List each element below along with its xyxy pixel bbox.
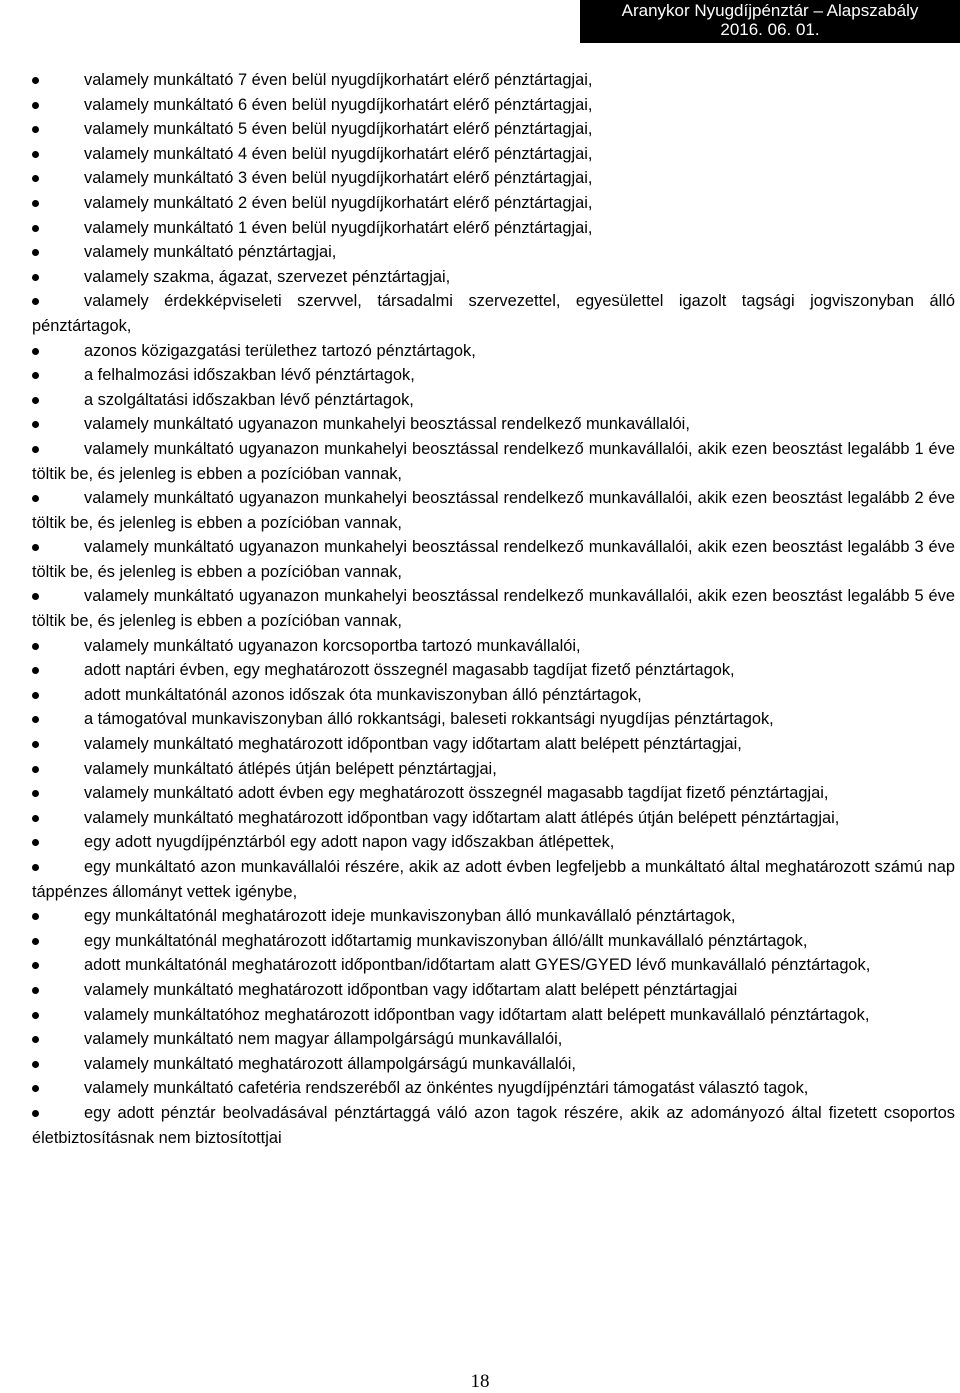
list-item bbox=[32, 757, 955, 782]
list-item-text: adott munkáltatónál meghatározott időpontban/időtartam alatt GYES/GYED lévő munkavállaló pénztártagok, bbox=[84, 956, 871, 975]
list-item-text: valamely munkáltató 3 éven belül nyugdíjkorhatárt elérő pénztártagjai, bbox=[84, 169, 593, 188]
list-item-text: valamely munkáltató ugyanazon munkahelyi beosztással rendelkező munkavállalói, akik ezen beosztást legalább 2 éve töltik be, és jelenleg is ebben a pozícióban vannak, bbox=[32, 489, 955, 532]
list-item-text: valamely munkáltató 7 éven belül nyugdíjkorhatárt elérő pénztártagjai, bbox=[84, 71, 593, 89]
list-item bbox=[32, 634, 955, 659]
list-item bbox=[32, 929, 955, 954]
bullet-icon bbox=[32, 593, 39, 600]
list-item bbox=[32, 117, 955, 142]
list-item-text: azonos közigazgatási területhez tartozó pénztártagok, bbox=[84, 341, 476, 360]
bullet-icon bbox=[32, 372, 39, 379]
list-item bbox=[32, 683, 955, 708]
bullet-icon bbox=[32, 692, 39, 699]
bullet-icon bbox=[32, 864, 39, 871]
bullet-icon bbox=[32, 1110, 39, 1117]
list-item bbox=[32, 1027, 955, 1052]
bullet-icon bbox=[32, 175, 39, 182]
list-item bbox=[32, 339, 955, 364]
list-item-text: valamely érdekképviseleti szervvel, társadalmi szervezettel, egyesülettel igazolt tagsági jogviszonyban álló pénztártagok, bbox=[32, 292, 955, 335]
bullet-icon bbox=[32, 1012, 39, 1019]
list-item bbox=[32, 142, 955, 167]
bullet-icon bbox=[32, 77, 39, 84]
list-item-text: valamely munkáltató ugyanazon munkahelyi beosztással rendelkező munkavállalói, akik ezen beosztást legalább 3 éve töltik be, és jelenleg is ebben a pozícióban vannak, bbox=[32, 538, 955, 581]
list-item bbox=[32, 486, 955, 535]
list-item bbox=[32, 806, 955, 831]
list-item bbox=[32, 707, 955, 732]
bullet-icon bbox=[32, 495, 39, 502]
document-date: 2016. 06. 01. bbox=[720, 20, 820, 39]
list-item bbox=[32, 732, 955, 757]
list-item-text: valamely munkáltató cafetéria rendszeréből az önkéntes nyugdíjpénztári támogatást választó tagok, bbox=[84, 1079, 809, 1098]
list-item bbox=[32, 265, 955, 290]
bullet-icon bbox=[32, 102, 39, 109]
bullet-icon bbox=[32, 397, 39, 404]
list-item-text: valamely munkáltató ugyanazon munkahelyi beosztással rendelkező munkavállalói, akik ezen beosztást legalább 1 éve töltik be, és jelenleg is ebben a pozícióban vannak, bbox=[32, 439, 955, 483]
list-item bbox=[32, 166, 955, 191]
list-item bbox=[32, 904, 955, 929]
list-item bbox=[32, 781, 955, 806]
bullet-icon bbox=[32, 151, 39, 158]
list-item bbox=[32, 216, 955, 241]
bullet-icon bbox=[32, 741, 39, 748]
list-item bbox=[32, 1076, 955, 1101]
bullet-icon bbox=[32, 913, 39, 920]
bullet-icon bbox=[32, 348, 39, 355]
document-title: Aranykor Nyugdíjpénztár – Alapszabály bbox=[621, 1, 919, 20]
list-item-text: egy adott nyugdíjpénztárból egy adott napon vagy időszakban átlépettek, bbox=[84, 833, 615, 852]
list-item bbox=[32, 240, 955, 265]
list-item bbox=[32, 1101, 955, 1150]
bullet-icon bbox=[32, 446, 39, 453]
page-header bbox=[580, 0, 960, 43]
list-item-text: a támogatóval munkaviszonyban álló rokkantsági, baleseti rokkantsági nyugdíjas pénztártagok, bbox=[84, 710, 774, 729]
list-item bbox=[32, 830, 955, 855]
list-item-text: valamely munkáltató átlépés útján belépett pénztártagjai, bbox=[84, 759, 497, 778]
list-item-text: valamely szakma, ágazat, szervezet pénztártagjai, bbox=[84, 267, 451, 286]
bullet-icon bbox=[32, 126, 39, 133]
bullet-icon bbox=[32, 249, 39, 256]
list-item-text: valamely munkáltató nem magyar állampolgárságú munkavállalói, bbox=[84, 1030, 563, 1049]
list-item-text: valamely munkáltató 4 éven belül nyugdíjkorhatárt elérő pénztártagjai, bbox=[84, 144, 593, 163]
list-item-text: valamely munkáltató ugyanazon korcsoportba tartozó munkavállalói, bbox=[84, 636, 581, 655]
bullet-icon bbox=[32, 1085, 39, 1092]
list-item bbox=[32, 1052, 955, 1077]
list-item-text: valamely munkáltató ugyanazon munkahelyi beosztással rendelkező munkavállalói, bbox=[84, 415, 690, 434]
list-item-text: valamely munkáltató pénztártagjai, bbox=[84, 243, 337, 262]
list-item-text: a szolgáltatási időszakban lévő pénztártagok, bbox=[84, 390, 414, 409]
list-item bbox=[32, 978, 955, 1003]
list-item-text: valamely munkáltató meghatározott időpontban vagy időtartam alatt átlépés útján belépett pénztártagjai, bbox=[84, 808, 840, 827]
list-item bbox=[32, 658, 955, 683]
list-item-text: a felhalmozási időszakban lévő pénztártagok, bbox=[84, 366, 415, 385]
list-item-text: adott naptári évben, egy meghatározott összegnél magasabb tagdíjat fizető pénztártagok, bbox=[84, 661, 735, 680]
list-item bbox=[32, 953, 955, 978]
list-item bbox=[32, 437, 955, 486]
list-item bbox=[32, 855, 955, 904]
bullet-icon bbox=[32, 544, 39, 551]
list-item bbox=[32, 535, 955, 584]
bullet-icon bbox=[32, 1036, 39, 1043]
list-item-text: valamely munkáltató 6 éven belül nyugdíjkorhatárt elérő pénztártagjai, bbox=[84, 95, 593, 114]
list-item bbox=[32, 1003, 955, 1028]
document-body bbox=[32, 68, 955, 1150]
bullet-icon bbox=[32, 766, 39, 773]
list-item-text: egy munkáltató azon munkavállalói részére, akik az adott évben legfeljebb a munkáltató által meghatározott számú nap táppénzes állományt vettek igénybe, bbox=[32, 858, 955, 901]
list-item bbox=[32, 289, 955, 338]
list-item-text: valamely munkáltató adott évben egy meghatározott összegnél magasabb tagdíjat fizető pénztártagjai, bbox=[84, 784, 829, 803]
bullet-icon bbox=[32, 200, 39, 207]
list-item bbox=[32, 584, 955, 633]
list-item-text: valamely munkáltató 2 éven belül nyugdíjkorhatárt elérő pénztártagjai, bbox=[84, 193, 593, 212]
list-item-text: egy munkáltatónál meghatározott időtartamig munkaviszonyban álló/állt munkavállaló pénztártagok, bbox=[84, 931, 808, 950]
bullet-icon bbox=[32, 815, 39, 822]
list-item-text: valamely munkáltató meghatározott állampolgárságú munkavállalói, bbox=[84, 1054, 576, 1073]
list-item-text: valamely munkáltató 1 éven belül nyugdíjkorhatárt elérő pénztártagjai, bbox=[84, 218, 593, 237]
bullet-icon bbox=[32, 667, 39, 674]
bullet-icon bbox=[32, 938, 39, 945]
list-item-text: valamely munkáltató ugyanazon munkahelyi beosztással rendelkező munkavállalói, akik ezen beosztást legalább 5 éve töltik be, és jelenleg is ebben a pozícióban vannak, bbox=[32, 587, 955, 631]
bullet-icon bbox=[32, 643, 39, 650]
bullet-icon bbox=[32, 298, 39, 305]
bullet-icon bbox=[32, 274, 39, 281]
bullet-icon bbox=[32, 839, 39, 846]
list-item bbox=[32, 68, 955, 93]
list-item-text: egy munkáltatónál meghatározott ideje munkaviszonyban álló munkavállaló pénztártagok, bbox=[84, 907, 736, 926]
bullet-icon bbox=[32, 225, 39, 232]
list-item bbox=[32, 191, 955, 216]
bullet-icon bbox=[32, 421, 39, 428]
list-item bbox=[32, 93, 955, 118]
list-item-text: valamely munkáltató meghatározott időpontban vagy időtartam alatt belépett pénztártagjai bbox=[84, 980, 738, 999]
bullet-icon bbox=[32, 1061, 39, 1068]
criteria-list bbox=[32, 68, 955, 1150]
list-item bbox=[32, 388, 955, 413]
list-item-text: egy adott pénztár beolvadásával pénztártaggá váló azon tagok részére, akik az adományozó által fizetett csoportos életbiztosításnak nem biztosítottjai bbox=[32, 1103, 955, 1147]
list-item-text: valamely munkáltató 5 éven belül nyugdíjkorhatárt elérő pénztártagjai, bbox=[84, 120, 593, 139]
page-number: 18 bbox=[470, 1371, 490, 1392]
list-item-text: adott munkáltatónál azonos időszak óta munkaviszonyban álló pénztártagok, bbox=[84, 685, 642, 704]
list-item bbox=[32, 412, 955, 437]
bullet-icon bbox=[32, 716, 39, 723]
list-item-text: valamely munkáltatóhoz meghatározott időpontban vagy időtartam alatt belépett munkavállaló pénztártagok, bbox=[84, 1005, 870, 1024]
bullet-icon bbox=[32, 790, 39, 797]
list-item bbox=[32, 363, 955, 388]
bullet-icon bbox=[32, 962, 39, 969]
bullet-icon bbox=[32, 987, 39, 994]
list-item-text: valamely munkáltató meghatározott időpontban vagy időtartam alatt belépett pénztártagjai, bbox=[84, 735, 742, 754]
